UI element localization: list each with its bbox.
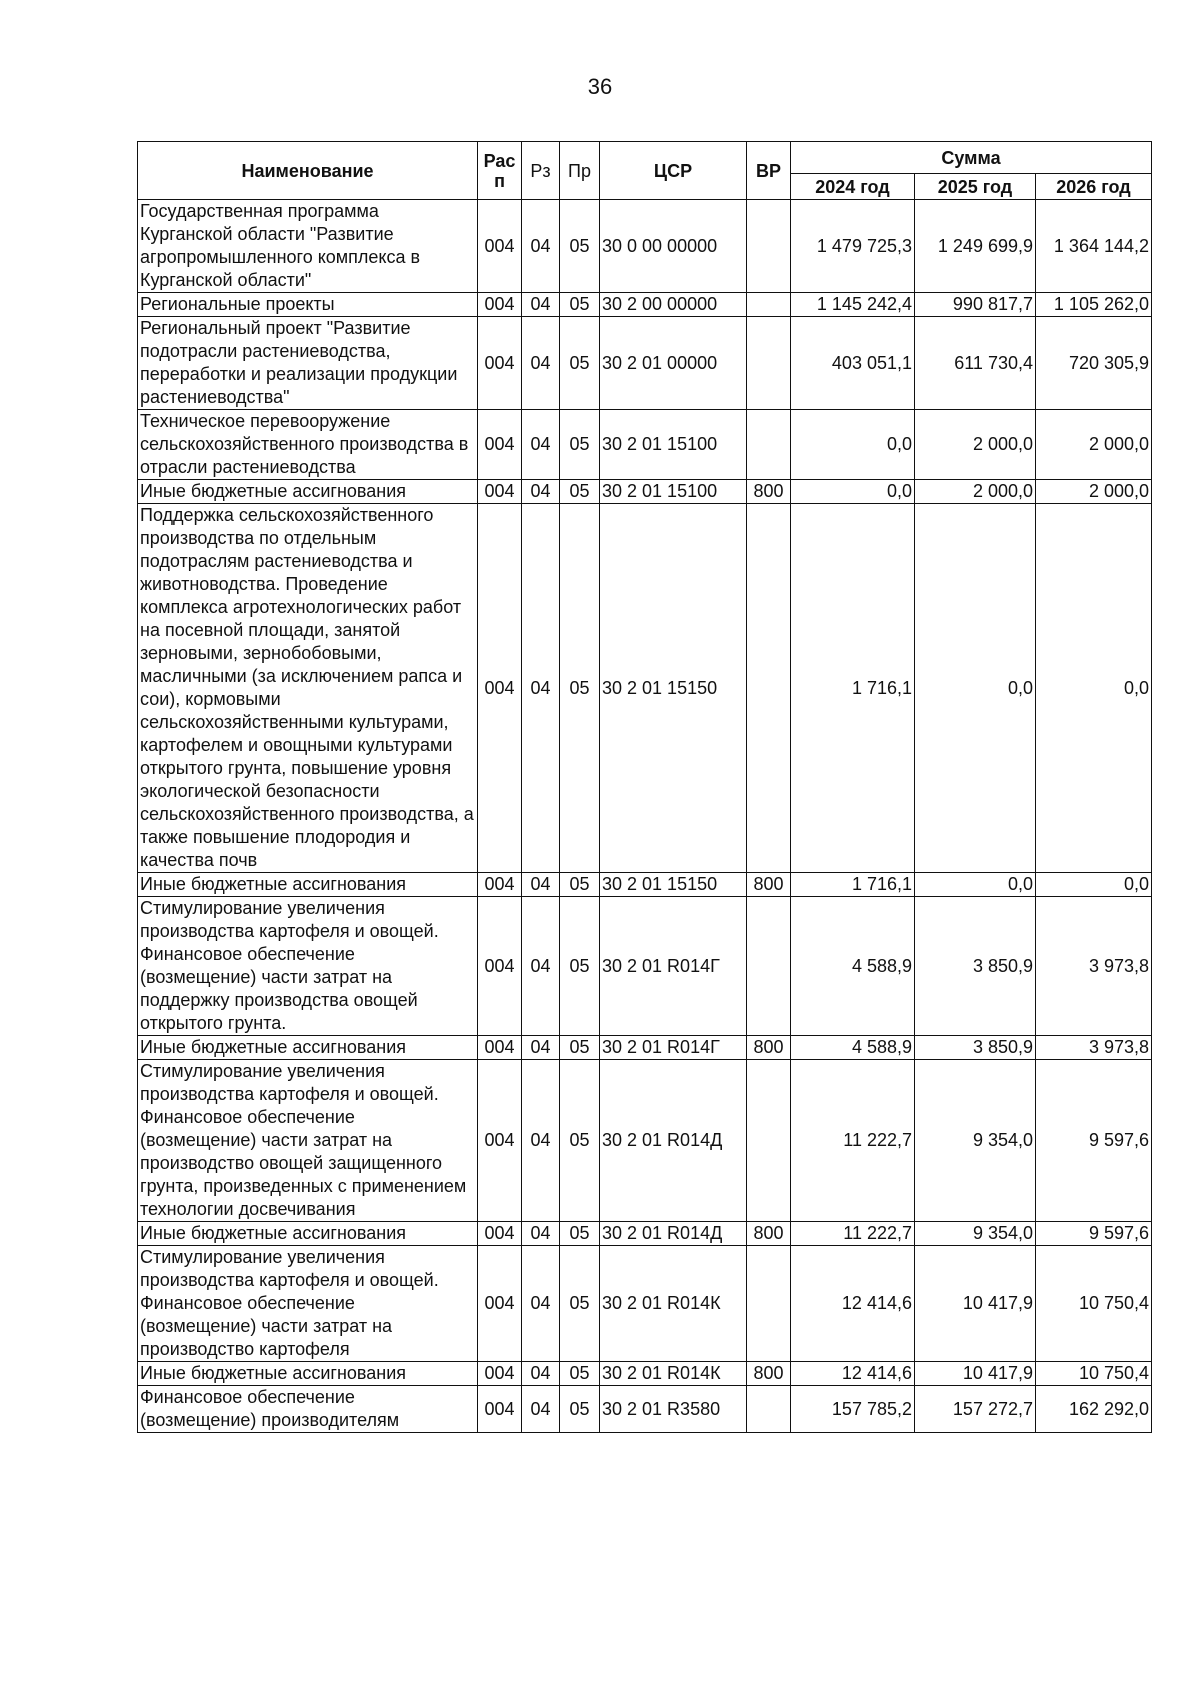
cell-rasp: 004 (478, 480, 522, 504)
cell-y2026: 1 105 262,0 (1036, 293, 1152, 317)
page-number: 36 (587, 74, 613, 99)
cell-rasp: 004 (478, 1386, 522, 1433)
cell-csr: 30 2 01 00000 (600, 317, 747, 410)
cell-pr: 05 (560, 1246, 600, 1362)
cell-y2024: 1 716,1 (791, 873, 915, 897)
cell-rasp: 004 (478, 504, 522, 873)
cell-rz: 04 (522, 1386, 560, 1433)
cell-vr (747, 1386, 791, 1433)
cell-name: Поддержка сельскохозяйственного производства по отдельным подотраслям растениеводства и животноводства. Проведение комплекса агротехнологических работ на посевной площади, занятой зерновыми, зернобобовыми, масличными (за исключением рапса и сои), кормовыми сельскохозяйственными культурами, картофелем и овощными культурами открытого грунта, повышение уровня экологической безопасности сельскохозяйственного производства, а также повышение плодородия и качества почв (138, 504, 478, 873)
cell-vr (747, 293, 791, 317)
cell-y2024: 0,0 (791, 410, 915, 480)
header-csr: ЦСР (600, 142, 747, 200)
table-row (138, 1362, 1152, 1386)
cell-vr (747, 1246, 791, 1362)
cell-pr: 05 (560, 873, 600, 897)
cell-y2026: 10 750,4 (1036, 1362, 1152, 1386)
cell-y2024: 1 479 725,3 (791, 200, 915, 293)
table-row (138, 897, 1152, 1036)
cell-y2025: 2 000,0 (915, 410, 1036, 480)
cell-y2024: 403 051,1 (791, 317, 915, 410)
cell-vr: 800 (747, 1222, 791, 1246)
cell-csr: 30 2 01 R014К (600, 1246, 747, 1362)
cell-name: Иные бюджетные ассигнования (138, 1222, 478, 1246)
header-name: Наименование (138, 142, 478, 200)
cell-name: Техническое перевооружение сельскохозяйственного производства в отрасли растениеводства (138, 410, 478, 480)
cell-rz: 04 (522, 480, 560, 504)
cell-pr: 05 (560, 1386, 600, 1433)
cell-name: Стимулирование увеличения производства картофеля и овощей. Финансовое обеспечение (возмещение) части затрат на производство овощей защищенного грунта, произведенных с применением технологии досвечивания (138, 1060, 478, 1222)
cell-y2025: 9 354,0 (915, 1222, 1036, 1246)
cell-y2026: 0,0 (1036, 873, 1152, 897)
table-row (138, 1060, 1152, 1222)
cell-y2024: 4 588,9 (791, 897, 915, 1036)
cell-y2026: 0,0 (1036, 504, 1152, 873)
cell-y2024: 1 145 242,4 (791, 293, 915, 317)
table-row (138, 504, 1152, 873)
cell-name: Иные бюджетные ассигнования (138, 873, 478, 897)
cell-y2026: 1 364 144,2 (1036, 200, 1152, 293)
table-row (138, 1036, 1152, 1060)
cell-rz: 04 (522, 1036, 560, 1060)
cell-y2024: 157 785,2 (791, 1386, 915, 1433)
cell-y2025: 3 850,9 (915, 1036, 1036, 1060)
cell-csr: 30 2 01 R014Г (600, 897, 747, 1036)
cell-y2026: 9 597,6 (1036, 1222, 1152, 1246)
cell-vr (747, 200, 791, 293)
cell-rz: 04 (522, 200, 560, 293)
cell-pr: 05 (560, 200, 600, 293)
cell-rasp: 004 (478, 317, 522, 410)
cell-rasp: 004 (478, 1036, 522, 1060)
cell-y2024: 1 716,1 (791, 504, 915, 873)
cell-rasp: 004 (478, 293, 522, 317)
cell-vr (747, 504, 791, 873)
cell-rz: 04 (522, 1246, 560, 1362)
cell-vr: 800 (747, 1362, 791, 1386)
cell-y2024: 12 414,6 (791, 1246, 915, 1362)
cell-pr: 05 (560, 293, 600, 317)
table-body (138, 200, 1152, 1433)
cell-y2026: 3 973,8 (1036, 1036, 1152, 1060)
cell-rz: 04 (522, 1362, 560, 1386)
cell-pr: 05 (560, 1362, 600, 1386)
cell-name: Финансовое обеспечение (возмещение) производителям (138, 1386, 478, 1433)
cell-csr: 30 2 00 00000 (600, 293, 747, 317)
header-sum: Сумма (791, 142, 1152, 174)
cell-rasp: 004 (478, 410, 522, 480)
table-header (138, 142, 1152, 200)
cell-csr: 30 2 01 R014Д (600, 1222, 747, 1246)
cell-y2026: 3 973,8 (1036, 897, 1152, 1036)
cell-y2024: 4 588,9 (791, 1036, 915, 1060)
cell-y2024: 12 414,6 (791, 1362, 915, 1386)
cell-y2025: 990 817,7 (915, 293, 1036, 317)
cell-rz: 04 (522, 1222, 560, 1246)
cell-rz: 04 (522, 504, 560, 873)
cell-y2025: 0,0 (915, 504, 1036, 873)
cell-vr (747, 1060, 791, 1222)
cell-pr: 05 (560, 410, 600, 480)
cell-rasp: 004 (478, 1362, 522, 1386)
table-row (138, 200, 1152, 293)
cell-csr: 30 2 01 15150 (600, 504, 747, 873)
table-row (138, 480, 1152, 504)
table-row (138, 873, 1152, 897)
cell-vr (747, 897, 791, 1036)
cell-y2024: 11 222,7 (791, 1060, 915, 1222)
budget-table (137, 141, 1152, 1433)
table-row (138, 1246, 1152, 1362)
cell-pr: 05 (560, 1060, 600, 1222)
cell-rz: 04 (522, 1060, 560, 1222)
cell-pr: 05 (560, 1036, 600, 1060)
cell-y2025: 2 000,0 (915, 480, 1036, 504)
table-row (138, 410, 1152, 480)
cell-vr: 800 (747, 480, 791, 504)
cell-pr: 05 (560, 897, 600, 1036)
cell-csr: 30 2 01 15100 (600, 480, 747, 504)
cell-name: Стимулирование увеличения производства картофеля и овощей. Финансовое обеспечение (возмещение) части затрат на поддержку производства овощей открытого грунта. (138, 897, 478, 1036)
cell-y2025: 10 417,9 (915, 1246, 1036, 1362)
cell-y2026: 2 000,0 (1036, 480, 1152, 504)
table-row (138, 293, 1152, 317)
cell-rz: 04 (522, 410, 560, 480)
cell-rasp: 004 (478, 200, 522, 293)
cell-y2026: 10 750,4 (1036, 1246, 1152, 1362)
header-2024: 2024 год (791, 174, 915, 200)
cell-csr: 30 2 01 R3580 (600, 1386, 747, 1433)
cell-name: Иные бюджетные ассигнования (138, 480, 478, 504)
table-row (138, 1386, 1152, 1433)
cell-rasp: 004 (478, 1222, 522, 1246)
cell-y2026: 162 292,0 (1036, 1386, 1152, 1433)
header-pr: Пр (560, 142, 600, 200)
cell-vr (747, 410, 791, 480)
cell-y2026: 9 597,6 (1036, 1060, 1152, 1222)
cell-rasp: 004 (478, 1060, 522, 1222)
cell-y2025: 0,0 (915, 873, 1036, 897)
header-2026: 2026 год (1036, 174, 1152, 200)
cell-name: Стимулирование увеличения производства картофеля и овощей. Финансовое обеспечение (возмещение) части затрат на производство картофеля (138, 1246, 478, 1362)
cell-vr: 800 (747, 1036, 791, 1060)
cell-vr: 800 (747, 873, 791, 897)
cell-vr (747, 317, 791, 410)
cell-rz: 04 (522, 897, 560, 1036)
cell-csr: 30 2 01 15100 (600, 410, 747, 480)
cell-rz: 04 (522, 317, 560, 410)
cell-pr: 05 (560, 1222, 600, 1246)
cell-csr: 30 2 01 R014Г (600, 1036, 747, 1060)
cell-csr: 30 0 00 00000 (600, 200, 747, 293)
cell-y2024: 11 222,7 (791, 1222, 915, 1246)
cell-y2025: 611 730,4 (915, 317, 1036, 410)
cell-rasp: 004 (478, 897, 522, 1036)
cell-name: Региональные проекты (138, 293, 478, 317)
cell-y2025: 9 354,0 (915, 1060, 1036, 1222)
cell-name: Иные бюджетные ассигнования (138, 1362, 478, 1386)
cell-y2025: 1 249 699,9 (915, 200, 1036, 293)
cell-pr: 05 (560, 504, 600, 873)
cell-csr: 30 2 01 R014Д (600, 1060, 747, 1222)
cell-y2026: 2 000,0 (1036, 410, 1152, 480)
header-rasp: Рас п (478, 142, 522, 200)
header-vr: ВР (747, 142, 791, 200)
cell-y2025: 3 850,9 (915, 897, 1036, 1036)
cell-csr: 30 2 01 15150 (600, 873, 747, 897)
table-row (138, 317, 1152, 410)
cell-name: Региональный проект "Развитие подотрасли растениеводства, переработки и реализации продукции растениеводства" (138, 317, 478, 410)
cell-y2026: 720 305,9 (1036, 317, 1152, 410)
cell-y2024: 0,0 (791, 480, 915, 504)
cell-pr: 05 (560, 480, 600, 504)
cell-rz: 04 (522, 293, 560, 317)
cell-y2025: 10 417,9 (915, 1362, 1036, 1386)
cell-rz: 04 (522, 873, 560, 897)
cell-csr: 30 2 01 R014К (600, 1362, 747, 1386)
cell-pr: 05 (560, 317, 600, 410)
header-2025: 2025 год (915, 174, 1036, 200)
header-rz: Рз (522, 142, 560, 200)
cell-rasp: 004 (478, 873, 522, 897)
cell-name: Иные бюджетные ассигнования (138, 1036, 478, 1060)
cell-y2025: 157 272,7 (915, 1386, 1036, 1433)
cell-name: Государственная программа Курганской области "Развитие агропромышленного комплекса в Курганской области" (138, 200, 478, 293)
cell-rasp: 004 (478, 1246, 522, 1362)
table-row (138, 1222, 1152, 1246)
